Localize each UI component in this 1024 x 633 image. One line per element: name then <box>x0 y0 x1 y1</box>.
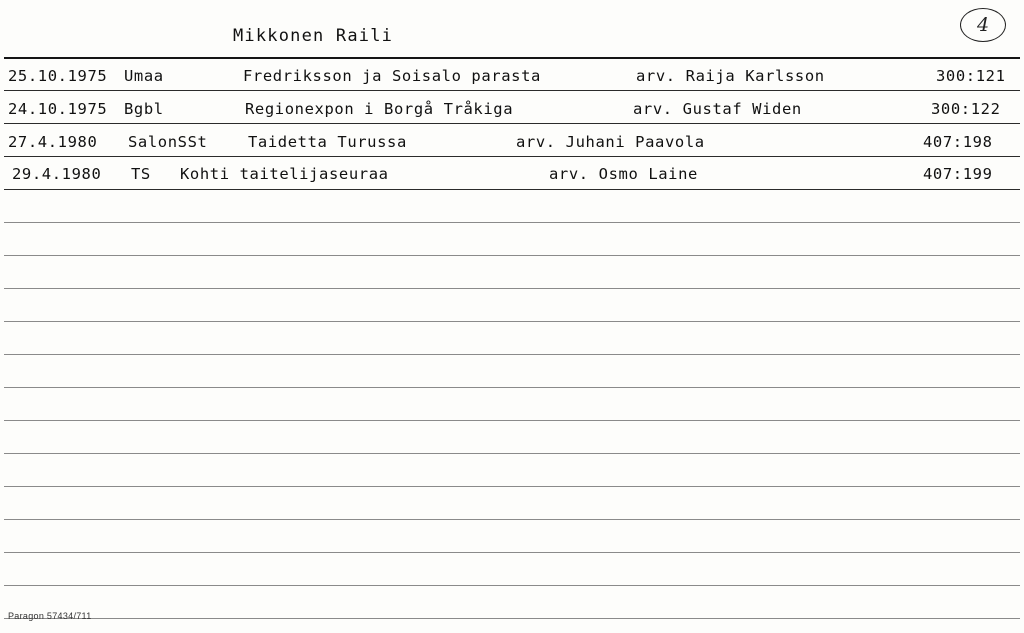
rule-line <box>4 420 1020 421</box>
entry-date: 29.4.1980 <box>12 165 102 183</box>
entry-number: 300:121 <box>936 67 1006 85</box>
rule-line <box>4 552 1020 553</box>
entry-reviewer: arv. Raija Karlsson <box>636 67 825 85</box>
entry-reviewer: arv. Osmo Laine <box>549 165 698 183</box>
entry-source: Umaa <box>124 67 164 85</box>
entry-source: Bgbl <box>124 100 164 118</box>
rule-line <box>4 255 1020 256</box>
entry-title: Taidetta Turussa <box>248 133 407 151</box>
rule-line <box>4 387 1020 388</box>
entry-title: Regionexpon i Borgå Tråkiga <box>245 100 514 118</box>
rule-line <box>4 321 1020 322</box>
entry-date: 24.10.1975 <box>8 100 108 118</box>
rule-line <box>4 585 1020 586</box>
entry-reviewer: arv. Gustaf Widen <box>633 100 802 118</box>
rule-line <box>4 57 1020 59</box>
rule-line <box>4 453 1020 454</box>
rule-line <box>4 288 1020 289</box>
entry-title: Fredriksson ja Soisalo parasta <box>243 67 541 85</box>
table-row <box>0 60 1024 92</box>
table-row <box>0 126 1024 158</box>
page-title: Mikkonen Raili <box>233 26 394 46</box>
entry-date: 25.10.1975 <box>8 67 108 85</box>
form-code: Paragon 57434/711 <box>8 611 92 621</box>
entry-title: Kohti taitelijaseuraa <box>180 165 389 183</box>
rule-line <box>4 486 1020 487</box>
rule-line <box>4 618 1020 619</box>
entry-number: 407:198 <box>923 133 993 151</box>
entry-number: 407:199 <box>923 165 993 183</box>
entry-date: 27.4.1980 <box>8 133 98 151</box>
entry-source: SalonSSt <box>128 133 208 151</box>
table-row <box>0 93 1024 125</box>
entry-number: 300:122 <box>931 100 1001 118</box>
entry-source: TS <box>131 165 151 183</box>
page-number-badge: 4 <box>960 8 1006 42</box>
table-row <box>0 158 1024 190</box>
rule-line <box>4 519 1020 520</box>
entry-reviewer: arv. Juhani Paavola <box>516 133 705 151</box>
rule-line <box>4 354 1020 355</box>
rule-line <box>4 222 1020 223</box>
